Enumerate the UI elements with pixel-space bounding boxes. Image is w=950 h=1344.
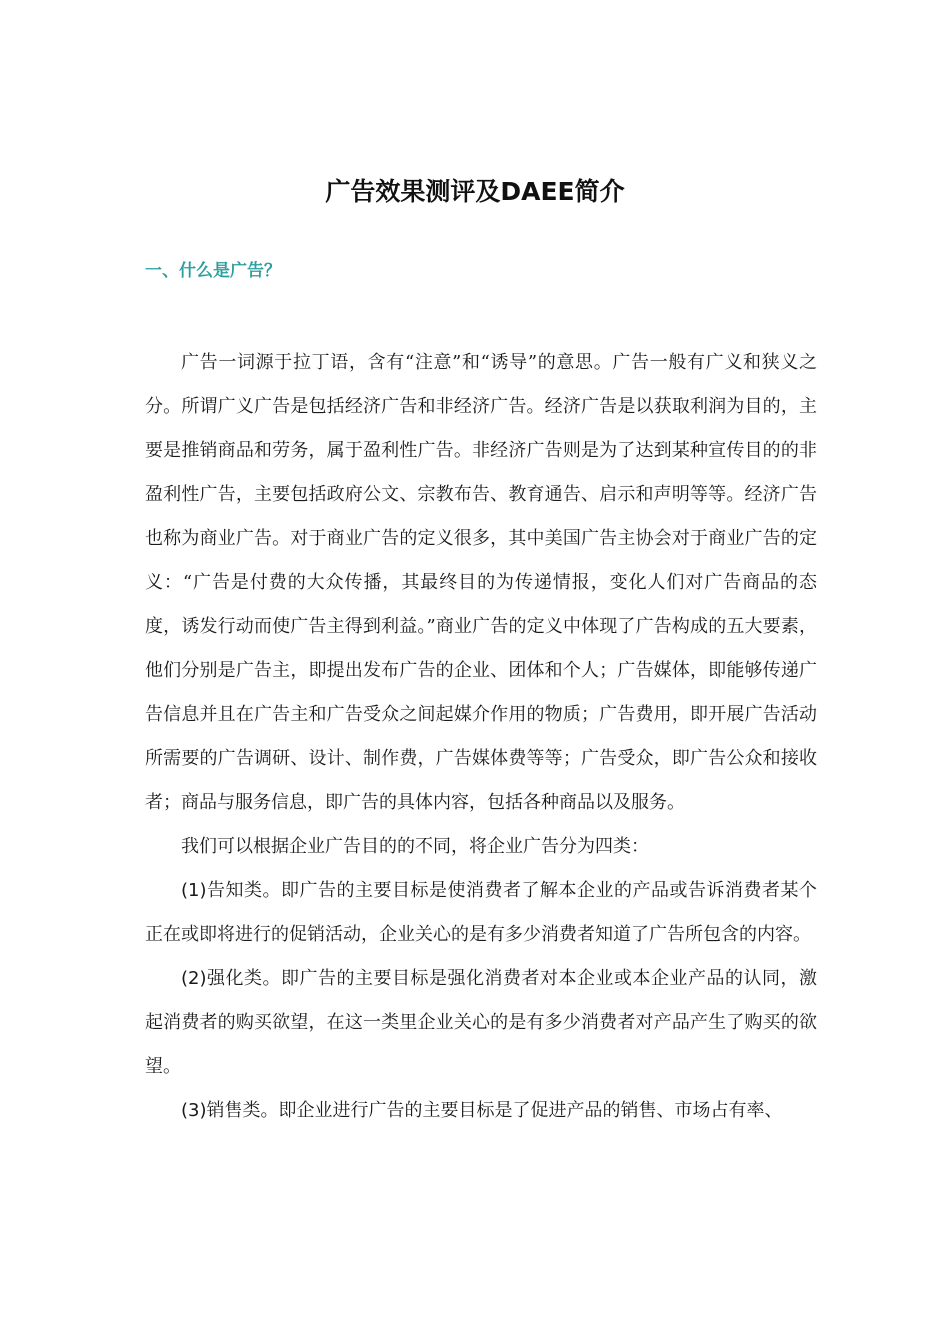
document-title: 广告效果测评及DAEE简介	[325, 177, 625, 206]
section-heading: 一、什么是广告？	[145, 261, 281, 281]
list-item	[145, 1089, 817, 1133]
list-item-number: (1)	[181, 880, 207, 901]
list-item-text: 强化类。即广告的主要目标是强化消费者对本企业或本企业产品的认同，激起消费者的购买欲望，在这一类里企业关心的是有多少消费者对产品产生了购买的欲望。	[145, 968, 817, 1077]
body-text	[145, 341, 817, 1133]
list-item	[145, 869, 817, 957]
list-item-text: 告知类。即广告的主要目标是使消费者了解本企业的产品或告诉消费者某个正在或即将进行的促销活动，企业关心的是有多少消费者知道了广告所包含的内容。	[145, 880, 817, 945]
list-item-number: (2)	[181, 968, 207, 989]
list-item	[145, 957, 817, 1089]
list-item-text: 销售类。即企业进行广告的主要目标是了促进产品的销售、市场占有率、	[206, 1100, 783, 1121]
paragraph-definition: 广告一词源于拉丁语，含有“注意”和“诱导”的意思。广告一般有广义和狭义之分。所谓广义广告是包括经济广告和非经济广告。经济广告是以获取利润为目的，主要是推销商品和劳务，属于盈利性广告。非经济广告则是为了达到某种宣传目的的非盈利性广告，主要包括政府公文、宗教布告、教育通告、启示和声明等等。经济广告也称为商业广告。对于商业广告的定义很多，其中美国广告主协会对于商业广告的定义：“广告是付费的大众传播，其最终目的为传递情报，变化人们对广告商品的态度，诱发行动而使广告主得到利益。”商业广告的定义中体现了广告构成的五大要素，他们分别是广告主，即提出发布广告的企业、团体和个人；广告媒体，即能够传递广告信息并且在广告主和广告受众之间起媒介作用的物质；广告费用，即开展广告活动所需要的广告调研、设计、制作费，广告媒体费等等；广告受众，即广告公众和接收者；商品与服务信息，即广告的具体内容，包括各种商品以及服务。	[145, 352, 817, 813]
list-item-number: (3)	[181, 1100, 207, 1121]
paragraph-classification-intro: 我们可以根据企业广告目的的不同，将企业广告分为四类：	[181, 836, 649, 857]
